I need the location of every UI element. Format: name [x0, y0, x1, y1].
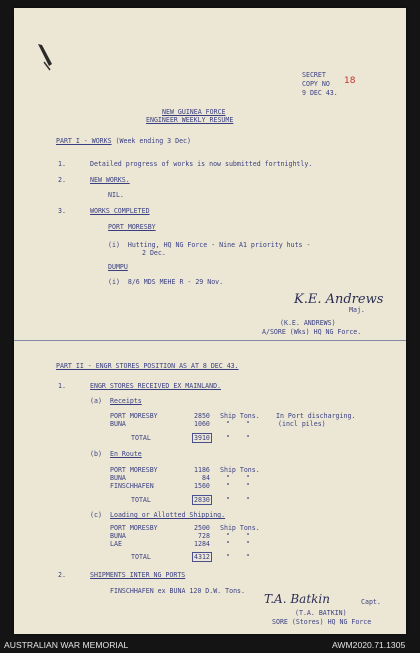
loading-row-place: PORT MORESBY — [110, 524, 158, 532]
item2-number: 2. — [58, 176, 66, 184]
receipts-total-label: TOTAL — [131, 434, 151, 442]
document-date: 9 DEC 43. — [302, 89, 338, 97]
item1-number: 1. — [58, 160, 66, 168]
stores-item2-number: 2. — [58, 571, 66, 579]
loading-row-qty: 728 — [198, 532, 210, 540]
receipts-total: 3910 — [194, 434, 210, 442]
en-route-row-unit: " " — [226, 474, 250, 482]
loading-row-qty: 1284 — [194, 540, 210, 548]
document-subtitle: ENGINEER WEEKLY RESUME — [146, 116, 234, 124]
new-works-heading: NEW WORKS. — [90, 176, 130, 184]
receipts-row-unit: " " — [226, 420, 250, 428]
loading-total: 4312 — [194, 553, 210, 561]
receipts-total-unit: " " — [226, 434, 250, 442]
en-route-label: (b) — [90, 450, 102, 458]
footer-credit: AUSTRALIAN WAR MEMORIAL — [4, 640, 129, 650]
loading-row-place: BUNA — [110, 532, 126, 540]
part2-heading: PART II - ENGR STORES POSITION AS AT 8 DEC 43. — [56, 362, 239, 370]
loading-total-unit: " " — [226, 553, 250, 561]
part1-week: (Week ending 3 Dec) — [111, 137, 191, 145]
receipts-row-note: (incl piles) — [278, 420, 326, 428]
part1-title: PART I - WORKS — [56, 137, 112, 145]
en-route-total-unit: " " — [226, 496, 250, 504]
receipts-row-place: BUNA — [110, 420, 126, 428]
stores-item1-number: 1. — [58, 382, 66, 390]
shipments-heading: SHIPMENTS INTER NG PORTS — [90, 571, 186, 579]
copy-number: 18 — [344, 76, 356, 86]
loading-row-qty: 2500 — [194, 524, 210, 532]
en-route-row-place: BUNA — [110, 474, 126, 482]
loading-label: (c) — [90, 511, 102, 519]
receipts-heading: Receipts — [110, 397, 142, 405]
section-divider — [14, 340, 406, 341]
works-completed-heading: WORKS COMPLETED — [90, 207, 150, 215]
en-route-row-place: FINSCHHAFEN — [110, 482, 154, 490]
secret-label: SECRET — [302, 71, 326, 79]
andrews-signature: K.E. Andrews — [294, 292, 384, 307]
dumpu-heading: DUMPU — [108, 263, 128, 271]
footer-accession: AWM2020.71.1305 — [332, 640, 406, 650]
en-route-row-qty: 1560 — [194, 482, 210, 490]
receipts-row-unit: Ship Tons. — [220, 412, 260, 420]
loading-heading: Loading or Allotted Shipping. — [110, 511, 226, 519]
dumpu-item: (i) 8/6 MDS MEHE R - 29 Nov. — [108, 278, 224, 286]
port-moresby-item: (i) Hutting, HQ NG Force - Nine A1 priority huts - — [108, 241, 311, 249]
receipts-row-note: In Port discharging. — [276, 412, 356, 420]
new-works-nil: NIL. — [108, 191, 124, 199]
receipts-row-qty: 1060 — [194, 420, 210, 428]
loading-row-unit: " " — [226, 540, 250, 548]
loading-row-unit: Ship Tons. — [220, 524, 260, 532]
receipts-label: (a) — [90, 397, 102, 405]
copy-no-label: COPY NO — [302, 80, 330, 88]
document-title: NEW GUINEA FORCE — [162, 108, 226, 116]
en-route-total: 2830 — [194, 496, 210, 504]
en-route-row-place: PORT MORESBY — [110, 466, 158, 474]
item1-text: Detailed progress of works is now submitted fortnightly. — [90, 160, 313, 168]
paper-clip-icon — [34, 42, 56, 72]
batkin-signature: T.A. Batkin — [264, 592, 330, 606]
receipts-row-place: PORT MORESBY — [110, 412, 158, 420]
port-moresby-heading: PORT MORESBY — [108, 223, 156, 231]
en-route-heading: En Route — [110, 450, 142, 458]
loading-row-place: LAE — [110, 540, 122, 548]
item3-number: 3. — [58, 207, 66, 215]
document-page — [14, 8, 406, 634]
shipments-text: FINSCHHAFEN ex BUNA 120 D.W. Tons. — [110, 587, 245, 595]
andrews-role: A/SORE (Wks) HQ NG Force. — [262, 328, 362, 336]
en-route-row-unit: " " — [226, 482, 250, 490]
port-moresby-item-date: 2 Dec. — [142, 249, 166, 257]
andrews-rank: Maj. — [349, 306, 365, 314]
batkin-rank: Capt. — [361, 598, 381, 606]
en-route-row-qty: 84 — [202, 474, 210, 482]
receipts-row-qty: 2850 — [194, 412, 210, 420]
loading-row-unit: " " — [226, 532, 250, 540]
batkin-role: SORE (Stores) HQ NG Force — [272, 618, 372, 626]
batkin-name: (T.A. BATKIN) — [295, 609, 347, 617]
andrews-name: (K.E. ANDREWS) — [280, 319, 336, 327]
stores-received-heading: ENGR STORES RECEIVED EX MAINLAND. — [90, 382, 222, 390]
part1-heading — [56, 137, 191, 145]
en-route-row-unit: Ship Tons. — [220, 466, 260, 474]
en-route-total-label: TOTAL — [131, 496, 151, 504]
loading-total-label: TOTAL — [131, 553, 151, 561]
en-route-row-qty: 1186 — [194, 466, 210, 474]
